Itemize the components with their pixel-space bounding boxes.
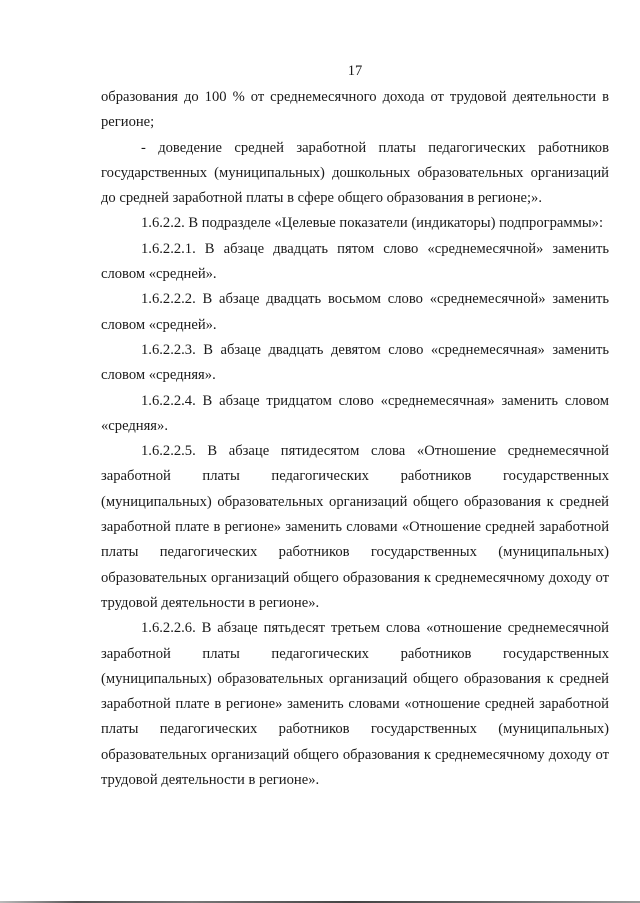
paragraph-1-6-2-2-5: 1.6.2.2.5. В абзаце пятидесятом слова «Отношение среднемесячной заработной платы педагогических работников государственных (муниципальных) образовательных организаций общего образования к средней заработной плате в регионе» заменить словами «Отношение средней заработной платы педагогических работников государственных (муниципальных) образовательных организаций общего образования к среднемесячному доходу от трудовой деятельности в регионе». [101, 443, 609, 611]
paragraph-1-6-2-2-4: 1.6.2.2.4. В абзаце тридцатом слово «среднемесячная» заменить словом «средняя». [101, 392, 609, 434]
paragraph-1-6-2-2-2: 1.6.2.2.2. В абзаце двадцать восьмом слово «среднемесячной» заменить словом «средней». [101, 291, 609, 333]
document-body [101, 85, 609, 793]
paragraph-bullet-preschool-salary: - доведение средней заработной платы педагогических работников государственных (муниципальных) дошкольных образовательных организаций до средней заработной платы в сфере общего образования в регионе;». [101, 139, 609, 207]
paragraph-1-6-2-2: 1.6.2.2. В подразделе «Целевые показатели (индикаторы) подпрограммы»: [141, 215, 603, 232]
paragraph-continuation: образования до 100 % от среднемесячного дохода от трудовой деятельности в регионе; [101, 89, 609, 131]
page-number: 17 [347, 63, 363, 79]
paragraph-1-6-2-2-6: 1.6.2.2.6. В абзаце пятьдесят третьем слова «отношение среднемесячной заработной платы педагогических работников государственных (муниципальных) образовательных организаций общего образования к средней заработной плате в регионе» заменить словами «отношение средней заработной платы педагогических работников государственных (муниципальных) образовательных организаций общего образования к среднемесячному доходу от трудовой деятельности в регионе». [101, 620, 609, 789]
paragraph-1-6-2-2-3: 1.6.2.2.3. В абзаце двадцать девятом слово «среднемесячная» заменить словом «средняя». [101, 341, 609, 384]
paragraph-1-6-2-2-1: 1.6.2.2.1. В абзаце двадцать пятом слово «среднемесячной» заменить словом «средней». [101, 240, 609, 283]
